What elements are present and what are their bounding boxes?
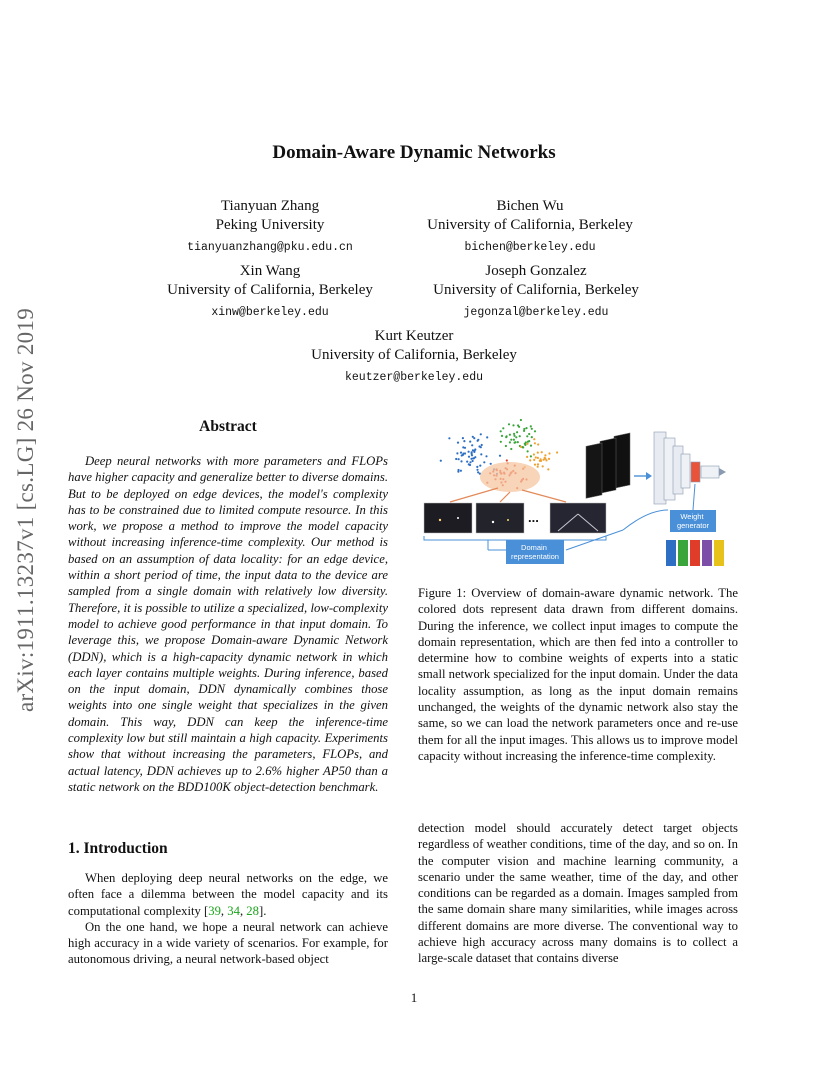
scatter-dot [528, 440, 530, 442]
scatter-dot [544, 454, 546, 456]
author-name: Kurt Keutzer [374, 328, 454, 344]
scatter-dot [470, 458, 472, 460]
scatter-dot [473, 457, 475, 459]
intro-paragraph: When deploying deep neural networks on the edge, we often face a dilemma between the model capacity and its computational complexity [39, 34, 28]. [68, 871, 388, 918]
domain-representation-line: representation [511, 552, 559, 561]
feature-map-stack [586, 433, 630, 498]
intro-paragraph: On the one hand, we hope a neural network can achieve high accuracy in a wide variety of scenarios. For example, for autonomous driving, a neural network-based object [68, 919, 388, 967]
author-name: Joseph Gonzalez [485, 263, 587, 279]
expert-weights [666, 540, 724, 566]
scatter-dot [523, 428, 525, 430]
citation-link[interactable]: 39 [208, 903, 221, 918]
scatter-dot [466, 461, 468, 463]
author-block [264, 327, 564, 387]
scatter-dot [519, 435, 521, 437]
author-name: Xin Wang [239, 263, 301, 279]
scatter-dot [512, 424, 514, 426]
scatter-dot [479, 465, 481, 467]
author-name: Tianyuan Zhang [220, 198, 320, 214]
weight-generator-label [677, 512, 710, 530]
scatter-dot [490, 463, 492, 465]
scatter-dot [468, 451, 470, 453]
scatter-dot [545, 459, 547, 461]
author-block [385, 197, 675, 257]
scatter-dot [469, 441, 471, 443]
scatter-dot [535, 456, 537, 458]
scatter-dot [480, 433, 482, 435]
scatter-dot [530, 425, 532, 427]
scatter-dot [460, 470, 462, 472]
author-name: Bichen Wu [496, 198, 564, 214]
weight-generator-line: Weight [680, 512, 704, 521]
scatter-dot [548, 458, 550, 460]
scatter-dot [460, 452, 462, 454]
section-heading-introduction: 1. Introduction [68, 840, 168, 857]
author-affiliation: University of California, Berkeley [427, 217, 633, 233]
scatter-dot [469, 464, 471, 466]
scatter-dot [534, 464, 536, 466]
scatter-dot [460, 460, 462, 462]
scatter-dot [530, 445, 532, 447]
scatter-dot [455, 458, 457, 460]
feature-arrow-head [646, 472, 652, 480]
abstract-text: Deep neural networks with more parameters and FLOPs have higher capacity and generalize better to diverse domains. But to be deployed on edge devices, the model's complexity has to be constrained due to limited compute resource. In this work, we propose a method to improve the model capacity without increasing inference-time complexity. Our method is based on an assumption of data locality: for an edge device, within a short period of time, the input data to the device are sampled from a single domain with relatively low diversity. Therefore, it is possible to utilize a specialized, low-complexity model to achieve good performance in that input domain. To leverage this, we propose Domain-aware Dynamic Network (DDN), which is a high-capacity dynamic network in which each layer contains multiple weights. During inference, based on the input domain, DDN dynamically combines those weights into one single weight that specializes in the given domain. This way, DDN can keep the inference-time complexity low but still maintain a high capacity. Experiments show that without increasing the parameters, FLOPs, and actual latency, DDN achieves up to 2.6% higher AP50 than a static network on the BDD100K object-detection benchmark. [68, 454, 388, 794]
author-email[interactable]: jegonzal@berkeley.edu [463, 306, 609, 319]
scatter-dot [463, 440, 465, 442]
introduction-right-column [418, 820, 738, 967]
intro-text: When deploying deep neural networks on the edge, we often face a dilemma between the model capacity and its computational complexity [ [68, 871, 388, 918]
paper-title: Domain-Aware Dynamic Networks [272, 142, 556, 163]
scatter-dot [531, 436, 533, 438]
scatter-dot [457, 442, 459, 444]
images-ellipsis: ... [528, 510, 539, 525]
scatter-dot [485, 455, 487, 457]
scatter-dot [510, 448, 512, 450]
scatter-dot [477, 439, 479, 441]
scatter-dot [505, 445, 507, 447]
scatter-dot [534, 430, 536, 432]
scatter-dot [500, 441, 502, 443]
scatter-dot [533, 459, 535, 461]
scatter-dot [528, 433, 530, 435]
author-block [398, 262, 674, 322]
arxiv-identifier [6, 290, 46, 730]
scatter-dot [514, 441, 516, 443]
arxiv-identifier-text: arXiv:1911.13237v1 [cs.LG] 26 Nov 2019 [13, 307, 38, 713]
abstract-body [68, 453, 388, 795]
scatter-dot [457, 469, 459, 471]
scatter-dot [448, 437, 450, 439]
scatter-dot [530, 455, 532, 457]
author-block [170, 197, 370, 257]
caption-text: Figure 1: Overview of domain-aware dynamic network. The colored dots represent data drawn from different domains. During the inference, we collect input images to compute the domain representation, which are then fed into a controller to determine how to combine weights of experts into a static small network specialized for the input domain. Under the data locality assumption, as long as the input domain remains unchanged, the weights of the dynamic network also stay the same, so we can load the network parameters once and re-use them for all the input images. This allows us to improve model capacity without increasing the inference-time complexity. [418, 586, 738, 763]
scatter-dot [515, 436, 517, 438]
scatter-dot [520, 446, 522, 448]
scatter-dot [518, 426, 520, 428]
scatter-dot [525, 427, 527, 429]
scatter-dot [526, 443, 528, 445]
author-affiliation: University of California, Berkeley [433, 282, 639, 298]
scatter-dot [462, 446, 464, 448]
scatter-dot [506, 459, 508, 461]
author-affiliation: University of California, Berkeley [311, 347, 517, 363]
scatter-dot [531, 428, 533, 430]
citation-link[interactable]: 28 [246, 903, 259, 918]
scatter-dot [517, 441, 519, 443]
scatter-dot [462, 454, 464, 456]
scatter-dot [476, 466, 478, 468]
scatter-dot [541, 451, 543, 453]
figure-1-caption [418, 585, 738, 764]
scatter-dot [473, 450, 475, 452]
author-affiliation: University of California, Berkeley [167, 282, 373, 298]
scatter-dot [539, 460, 541, 462]
scatter-dot [537, 452, 539, 454]
scatter-dot [472, 436, 474, 438]
scatter-dot [500, 430, 502, 432]
domain-ellipse [480, 462, 540, 492]
scatter-dot [471, 454, 473, 456]
domain-representation-line: Domain [521, 543, 547, 552]
scatter-dot [533, 453, 535, 455]
scatter-dot [537, 457, 539, 459]
author-affiliation: Peking University [215, 217, 325, 233]
scatter-dot [547, 468, 549, 470]
scatter-dot [456, 452, 458, 454]
scatter-dot [520, 419, 522, 421]
scatter-dot [524, 444, 526, 446]
scatter-dot [526, 435, 528, 437]
scatter-dot [481, 444, 483, 446]
scatter-dot [548, 452, 550, 454]
scatter-dot [483, 461, 485, 463]
page-number: 1 [410, 990, 418, 1005]
scatter-dot [462, 437, 464, 439]
scatter-dot [499, 455, 501, 457]
scatter-dot [506, 435, 508, 437]
scatter-dot [513, 435, 515, 437]
scatter-dot [513, 433, 515, 435]
scatter-dot [469, 461, 471, 463]
output-arrow [719, 468, 726, 476]
scatter-dot [440, 460, 442, 462]
scatter-dot [537, 463, 539, 465]
scatter-dot [477, 471, 479, 473]
scatter-dot [516, 431, 518, 433]
generator-to-layer-arrow [693, 484, 695, 510]
weight-generator-line: generator [676, 521, 710, 530]
scatter-dot [526, 456, 528, 458]
author-block [130, 262, 410, 322]
scatter-dot [486, 436, 488, 438]
scatter-dot [472, 460, 474, 462]
scatter-dot [523, 430, 525, 432]
author-email[interactable]: keutzer@berkeley.edu [344, 371, 484, 384]
scatter-dot [508, 423, 510, 425]
scatter-dot [527, 450, 529, 452]
citation-link[interactable]: 34 [227, 903, 240, 918]
scatter-dot [458, 458, 460, 460]
scatter-dot [471, 444, 473, 446]
scatter-dot [480, 453, 482, 455]
input-images [424, 503, 606, 533]
scatter-dot [529, 459, 531, 461]
scatter-dot [537, 443, 539, 445]
scatter-dot [468, 456, 470, 458]
scatter-dot [542, 465, 544, 467]
scatter-dot [509, 441, 511, 443]
scatter-dot [502, 427, 504, 429]
figure-1-diagram [418, 410, 738, 575]
scatter-dot [556, 451, 558, 453]
scatter-dot [513, 439, 515, 441]
abstract-heading: Abstract [199, 418, 257, 435]
scatter-dot [543, 459, 545, 461]
scatter-dot [476, 469, 478, 471]
scatter-dot [522, 446, 524, 448]
scatter-dot [471, 451, 473, 453]
scatter-dot [533, 438, 535, 440]
scatter-dot [534, 442, 536, 444]
scatter-dot [537, 466, 539, 468]
author-email[interactable]: tianyuanzhang@pku.edu.cn [187, 241, 353, 254]
scatter-dot [480, 446, 482, 448]
author-email[interactable]: xinw@berkeley.edu [211, 306, 329, 319]
scatter-dot [501, 435, 503, 437]
intro-text: ]. [258, 903, 267, 918]
network-layers [654, 432, 719, 504]
author-email[interactable]: bichen@berkeley.edu [464, 241, 596, 254]
intro-paragraph-continued: detection model should accurately detect target objects regardless of weather conditions, time of the day, and so on. In the computer vision and machine learning community, a scenario under the same weather, time of the day, and other conditions can be regarded as a domain. Images sampled from the same domain share many similarities, while images across different domains are more diverse. The conventional way to achieve high accuracy across many domains is to collect a large-scale dataset that contains diverse [418, 821, 738, 966]
scatter-dot [510, 439, 512, 441]
introduction-left-column [68, 870, 388, 968]
scatter-dot [509, 434, 511, 436]
